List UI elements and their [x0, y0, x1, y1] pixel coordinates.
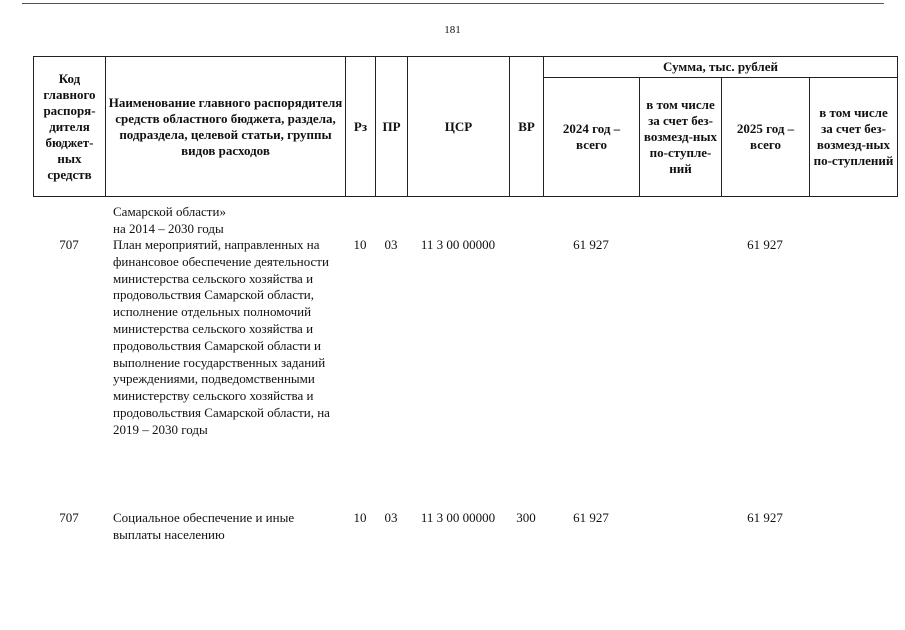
row-1-csr: 11 3 00 00000: [420, 237, 496, 252]
row-2-name: Социальное обеспечение и иные выплаты населению: [113, 510, 298, 542]
row-2-csr: 11 3 00 00000: [420, 510, 496, 525]
header-sum-2024-total: 2024 год – всего: [544, 78, 640, 197]
top-rule: [22, 3, 884, 4]
header-vr: ВР: [510, 57, 544, 197]
header-sum-2025-total: 2025 год – всего: [722, 78, 810, 197]
header-pr: ПР: [376, 57, 408, 197]
header-table: [33, 56, 898, 197]
header-sum-2024-gratuitous: в том числе за счет без-возмезд-ных по-ступле-ний: [640, 78, 722, 197]
row-1-pr: 03: [384, 237, 398, 252]
row-2-rz: 10: [353, 510, 367, 525]
row-2-sum-2024: 61 927: [573, 510, 609, 525]
page-number: 181: [444, 24, 461, 36]
continuation-name: Самарской области» на 2014 – 2030 годы: [113, 204, 226, 236]
row-2-code: 707: [59, 510, 79, 525]
row-1-code: 707: [59, 237, 79, 252]
row-1-sum-2024: 61 927: [573, 237, 609, 252]
row-2-pr: 03: [384, 510, 398, 525]
header-sum-title: Сумма, тыс. рублей: [544, 57, 898, 78]
table-header: [33, 56, 898, 197]
header-sum-2025-gratuitous: в том числе за счет без-возмезд-ных по-ступлений: [810, 78, 898, 197]
header-rz: Рз: [346, 57, 376, 197]
header-code: Код главного распоря-дителя бюджет-ных средств: [34, 57, 106, 197]
header-csr: ЦСР: [408, 57, 510, 197]
row-2-sum-2025: 61 927: [747, 510, 783, 525]
row-2-vr: 300: [516, 510, 536, 525]
header-name: Наименование главного распорядителя средств областного бюджета, раздела, подраздела, целевой статьи, группы видов расходов: [106, 57, 346, 197]
row-1-sum-2025: 61 927: [747, 237, 783, 252]
row-1-name: План мероприятий, направленных на финансовое обеспечение деятельности министерства сельского хозяйства и продовольствия Самарской области, исполнение отдельных полномочий министерства сельского хозяйства и продовольствия Самарской области и выполнение государственных заданий учреждениями, подведомственными министерству сельского хозяйства и продовольствия Самарской области, на 2019 – 2030 годы: [113, 237, 334, 437]
row-1-rz: 10: [353, 237, 367, 252]
